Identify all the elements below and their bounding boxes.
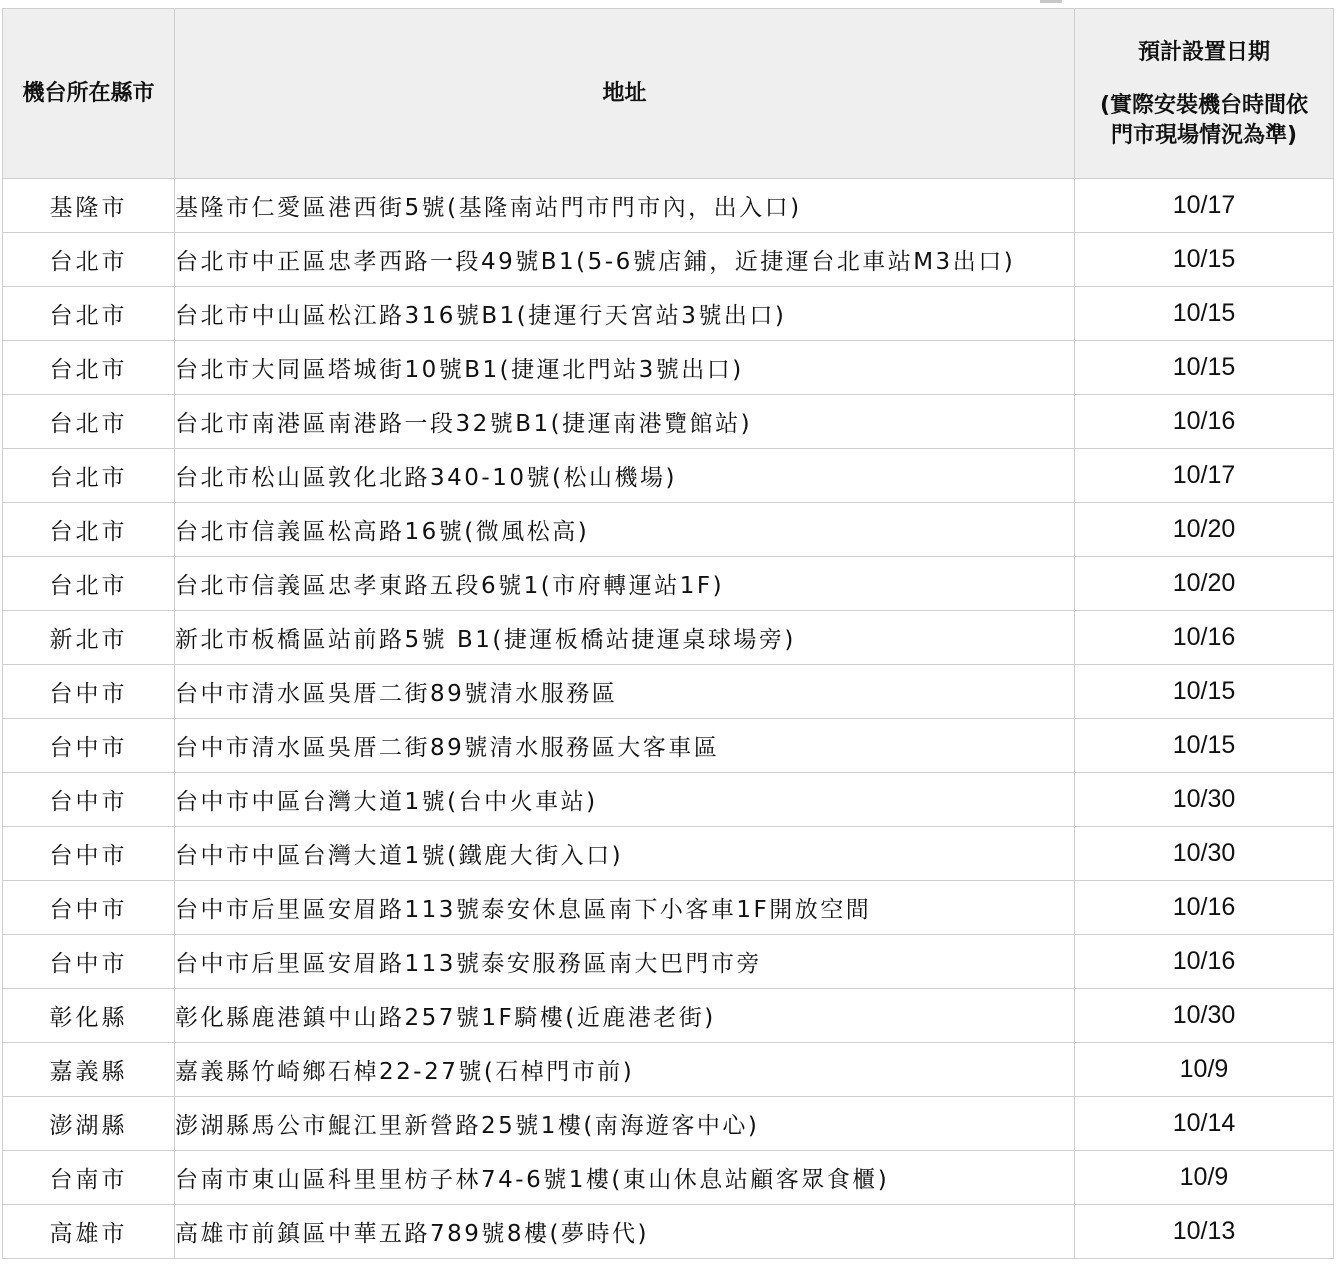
row-date: 10/30 <box>1075 827 1334 881</box>
table-row <box>3 773 1334 827</box>
row-city: 台北市 <box>3 449 175 503</box>
row-address: 台北市中正區忠孝西路一段49號B1(5-6號店鋪，近捷運台北車站M3出口) <box>175 233 1075 287</box>
row-city: 澎湖縣 <box>3 1097 175 1151</box>
row-address: 台北市信義區松高路16號(微風松高) <box>175 503 1075 557</box>
row-city: 台北市 <box>3 341 175 395</box>
row-date: 10/13 <box>1075 1205 1334 1259</box>
table-row <box>3 395 1334 449</box>
table-row <box>3 449 1334 503</box>
row-city: 台中市 <box>3 881 175 935</box>
table-row <box>3 557 1334 611</box>
table-row <box>3 287 1334 341</box>
row-city: 台中市 <box>3 719 175 773</box>
row-address: 嘉義縣竹崎鄉石棹22-27號(石棹門市前) <box>175 1043 1075 1097</box>
row-city: 台中市 <box>3 665 175 719</box>
row-city: 台中市 <box>3 827 175 881</box>
row-city: 新北市 <box>3 611 175 665</box>
row-address: 台北市中山區松江路316號B1(捷運行天宮站3號出口) <box>175 287 1075 341</box>
row-date: 10/15 <box>1075 719 1334 773</box>
row-address: 台北市松山區敦化北路340-10號(松山機場) <box>175 449 1075 503</box>
header-city: 機台所在縣市 <box>3 9 175 179</box>
row-city: 彰化縣 <box>3 989 175 1043</box>
header-date-title: 預計設置日期 <box>1137 39 1270 65</box>
row-address: 台中市后里區安眉路113號泰安服務區南大巴門市旁 <box>175 935 1075 989</box>
table-row <box>3 1151 1334 1205</box>
row-city: 台中市 <box>3 935 175 989</box>
row-date: 10/20 <box>1075 503 1334 557</box>
row-date: 10/15 <box>1075 665 1334 719</box>
row-address: 台南市東山區科里里枋子林74-6號1樓(東山休息站顧客眾食櫃) <box>175 1151 1075 1205</box>
row-date: 10/16 <box>1075 611 1334 665</box>
row-date: 10/16 <box>1075 935 1334 989</box>
table-row <box>3 1205 1334 1259</box>
row-date: 10/15 <box>1075 341 1334 395</box>
row-city: 台北市 <box>3 287 175 341</box>
header-date <box>1075 9 1334 179</box>
row-date: 10/14 <box>1075 1097 1334 1151</box>
table-row <box>3 341 1334 395</box>
header-address: 地址 <box>175 9 1075 179</box>
row-address: 台中市清水區吳厝二街89號清水服務區 <box>175 665 1075 719</box>
row-date: 10/30 <box>1075 989 1334 1043</box>
header-date-note: (實際安裝機台時間依門市現場情況為準) <box>1099 92 1309 148</box>
row-date: 10/17 <box>1075 179 1334 233</box>
row-city: 嘉義縣 <box>3 1043 175 1097</box>
table-row <box>3 503 1334 557</box>
table-row <box>3 881 1334 935</box>
table-row <box>3 719 1334 773</box>
row-date: 10/9 <box>1075 1043 1334 1097</box>
row-city: 台北市 <box>3 395 175 449</box>
table-row <box>3 989 1334 1043</box>
row-date: 10/17 <box>1075 449 1334 503</box>
row-address: 台北市大同區塔城街10號B1(捷運北門站3號出口) <box>175 341 1075 395</box>
header-row <box>3 9 1334 179</box>
row-address: 台北市信義區忠孝東路五段6號1(市府轉運站1F) <box>175 557 1075 611</box>
row-address: 高雄市前鎮區中華五路789號8樓(夢時代) <box>175 1205 1075 1259</box>
top-edge-mark <box>1040 0 1062 3</box>
row-city: 台中市 <box>3 773 175 827</box>
row-city: 台北市 <box>3 233 175 287</box>
row-city: 台北市 <box>3 503 175 557</box>
row-date: 10/30 <box>1075 773 1334 827</box>
table-row <box>3 935 1334 989</box>
row-address: 台中市清水區吳厝二街89號清水服務區大客車區 <box>175 719 1075 773</box>
row-address: 澎湖縣馬公市鯤江里新營路25號1樓(南海遊客中心) <box>175 1097 1075 1151</box>
row-date: 10/16 <box>1075 395 1334 449</box>
table-header <box>3 9 1334 179</box>
table-row <box>3 233 1334 287</box>
row-address: 彰化縣鹿港鎮中山路257號1F騎樓(近鹿港老街) <box>175 989 1075 1043</box>
table-row <box>3 611 1334 665</box>
row-address: 台北市南港區南港路一段32號B1(捷運南港覽館站) <box>175 395 1075 449</box>
row-date: 10/9 <box>1075 1151 1334 1205</box>
row-address: 台中市后里區安眉路113號泰安休息區南下小客車1F開放空間 <box>175 881 1075 935</box>
row-date: 10/15 <box>1075 287 1334 341</box>
row-address: 台中市中區台灣大道1號(台中火車站) <box>175 773 1075 827</box>
row-address: 台中市中區台灣大道1號(鐵鹿大街入口) <box>175 827 1075 881</box>
table-row <box>3 1097 1334 1151</box>
row-date: 10/15 <box>1075 233 1334 287</box>
row-city: 台北市 <box>3 557 175 611</box>
row-city: 台南市 <box>3 1151 175 1205</box>
row-address: 基隆市仁愛區港西街5號(基隆南站門市門市內，出入口) <box>175 179 1075 233</box>
table-row <box>3 179 1334 233</box>
row-date: 10/16 <box>1075 881 1334 935</box>
row-city: 基隆市 <box>3 179 175 233</box>
table-body <box>3 179 1334 1259</box>
row-date: 10/20 <box>1075 557 1334 611</box>
installation-schedule-table <box>2 8 1334 1259</box>
header-date-gap <box>1089 69 1319 91</box>
table-row <box>3 1043 1334 1097</box>
table-row <box>3 665 1334 719</box>
row-address: 新北市板橋區站前路5號 B1(捷運板橋站捷運桌球場旁) <box>175 611 1075 665</box>
table-row <box>3 827 1334 881</box>
row-city: 高雄市 <box>3 1205 175 1259</box>
